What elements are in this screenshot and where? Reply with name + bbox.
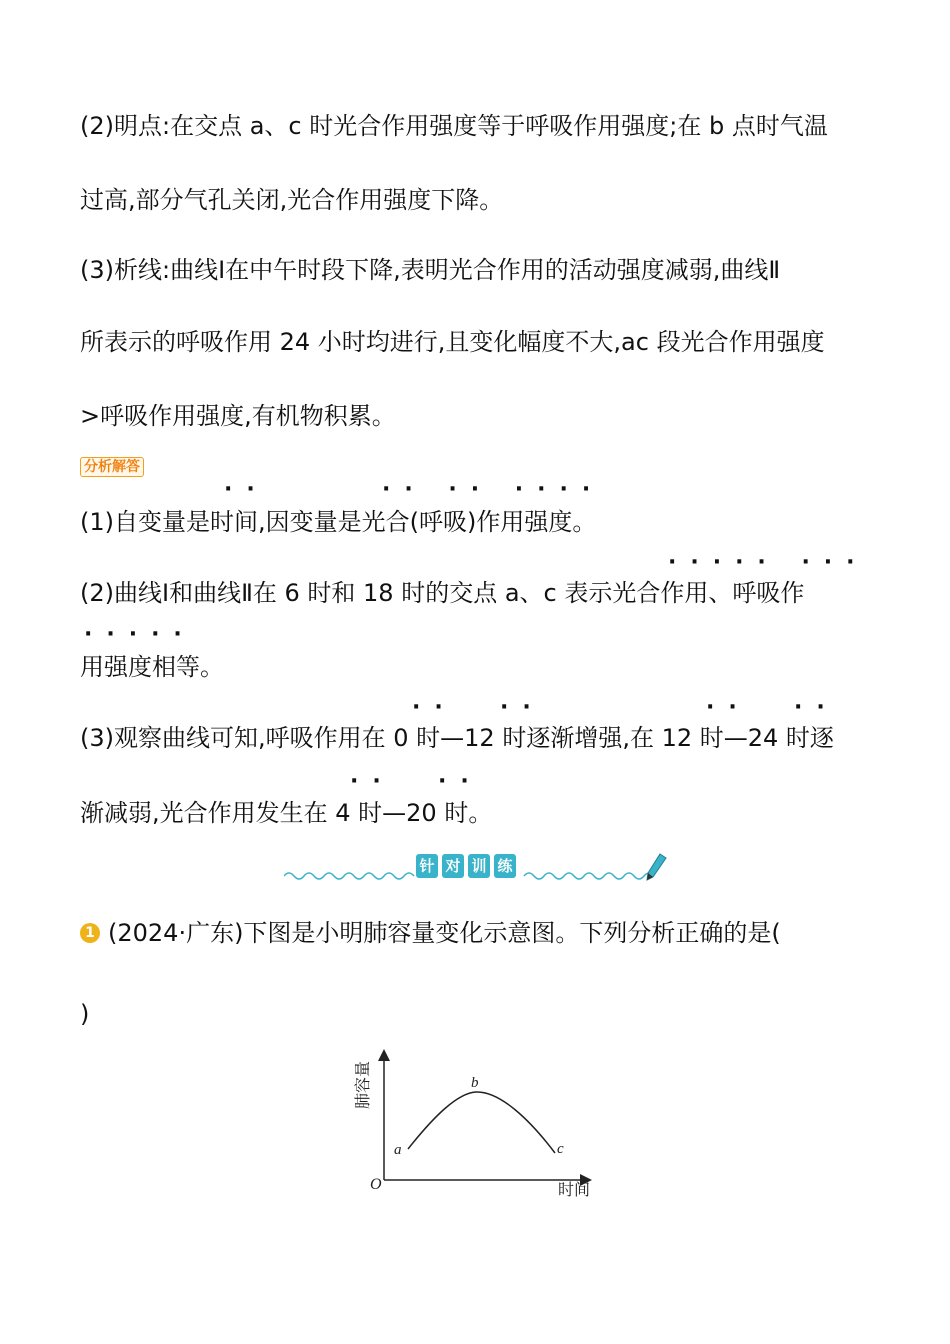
lung-volume-graph (340, 1045, 610, 1205)
lung-volume-curve (408, 1092, 555, 1153)
question-number-badge: 1 (80, 923, 100, 943)
point-b-label: b (471, 1075, 479, 1091)
analysis-3-cont: 渐减弱,光合作用发生在 4 时—20 时。 (80, 799, 493, 827)
practice-title-char: 训 (468, 854, 490, 878)
point-c-label: c (557, 1141, 564, 1157)
emphasis-dots: ·· ·· (706, 695, 839, 720)
line-3-analysis: (3)析线:曲线Ⅰ在中午时段下降,表明光合作用的活动强度减弱,曲线Ⅱ (80, 256, 781, 284)
line-2-minded: (2)明点:在交点 a、c 时光合作用强度等于呼吸作用强度;在 b 点时气温 (80, 112, 828, 140)
emphasis-dots: ·· ·· (412, 695, 545, 720)
line-3-cont: 所表示的呼吸作用 24 小时均进行,且变化幅度不大,ac 段光合作用强度 (80, 328, 825, 356)
question-text: (2024·广东)下图是小明肺容量变化示意图。下列分析正确的是( (108, 919, 781, 947)
analysis-tag: 分析解答 (80, 457, 144, 477)
emphasis-dots: ····· ··· (668, 550, 869, 575)
line-2-cont: 过高,部分气孔关闭,光合作用强度下降。 (80, 186, 504, 214)
y-axis-label: 肺容量 (355, 1060, 372, 1109)
line-3-end: >呼吸作用强度,有机物积累。 (80, 402, 396, 430)
emphasis-dots: ·· (224, 477, 269, 502)
practice-header (284, 852, 674, 888)
x-axis-label: 时间 (558, 1182, 591, 1199)
point-a-label: a (394, 1142, 402, 1158)
analysis-2-cont: 用强度相等。 (80, 653, 224, 681)
practice-title-char: 练 (494, 854, 516, 878)
analysis-2: (2)曲线Ⅰ和曲线Ⅱ在 6 时和 18 时的交点 a、c 表示光合作用、呼吸作 (80, 579, 805, 607)
emphasis-dots: ····· (84, 622, 196, 647)
emphasis-dots: ·· ·· ···· (382, 477, 605, 502)
origin-label: O (370, 1176, 382, 1193)
question-close: ) (80, 1000, 90, 1028)
emphasis-dots: ·· ·· (350, 769, 483, 794)
analysis-1: (1)自变量是时间,因变量是光合(呼吸)作用强度。 (80, 508, 597, 536)
analysis-3: (3)观察曲线可知,呼吸作用在 0 时—12 时逐渐增强,在 12 时—24 时逐 (80, 724, 834, 752)
practice-title-char: 对 (442, 854, 464, 878)
practice-title (416, 854, 516, 878)
practice-title-char: 针 (416, 854, 438, 878)
lung-volume-figure (340, 1045, 610, 1209)
pencil-icon (644, 852, 668, 882)
